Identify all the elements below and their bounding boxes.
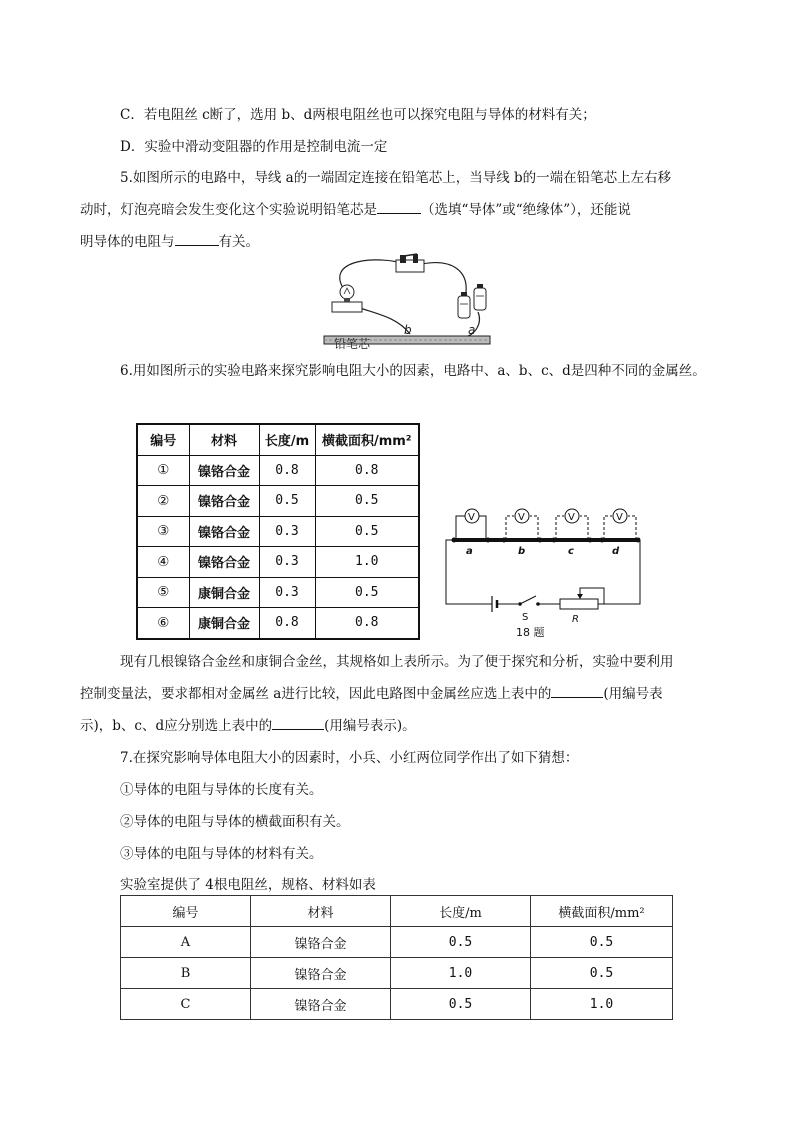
wire-label-a: a <box>466 546 473 557</box>
q5-line3-tail: 有关。 <box>218 234 259 250</box>
cell-id: ⑤ <box>137 577 189 608</box>
cell-area: 0.8 <box>315 608 419 639</box>
cell-material: 镍铬合金 <box>189 486 259 517</box>
q6-text2 <box>80 682 663 702</box>
voltmeter-label: V <box>568 512 575 523</box>
cell-length: 0.3 <box>259 547 315 578</box>
q6-text3-tail: (用编号表示)。 <box>324 718 416 734</box>
header-id: 编号 <box>121 896 251 927</box>
pencil-lead-label: 铅笔芯 <box>334 337 371 351</box>
rheostat-label: R <box>572 614 579 625</box>
cell-material: 镍铬合金 <box>189 516 259 547</box>
cell-length: 0.5 <box>391 927 531 958</box>
header-area: 横截面积/mm² <box>531 896 673 927</box>
cell-length: 0.5 <box>391 989 531 1020</box>
cell-area: 1.0 <box>531 989 673 1020</box>
wire-b-label: b <box>404 323 412 337</box>
cell-id: ② <box>137 486 189 517</box>
q6-text2-main: 控制变量法，要求都相对金属丝 a进行比较，因此电路图中金属丝应选上表中的 <box>80 686 552 702</box>
q6-circuit-diagram <box>440 500 650 642</box>
wire-label-b: b <box>518 546 526 557</box>
q6-text3 <box>80 714 416 734</box>
cell-area: 0.5 <box>315 516 419 547</box>
q6-wire-table <box>136 423 420 640</box>
table-row <box>137 547 419 578</box>
cell-material: 康铜合金 <box>189 608 259 639</box>
q5-line1: 5.如图所示的电路中，导线 a的一端固定连接在铅笔芯上，当导线 b的一端在铅笔芯上左右移 <box>120 170 672 186</box>
q6-blank-1[interactable] <box>551 685 603 698</box>
cell-material: 康铜合金 <box>189 577 259 608</box>
cell-id: B <box>121 958 251 989</box>
q5-line2-tail: （选填“导体”或“绝缘体”），还能说 <box>421 202 631 218</box>
q5-blank-2[interactable] <box>175 233 219 246</box>
cell-length: 0.8 <box>259 455 315 486</box>
cell-material: 镍铬合金 <box>251 958 391 989</box>
cell-length: 0.3 <box>259 577 315 608</box>
table-row <box>121 958 673 989</box>
voltmeter-label: V <box>518 512 525 523</box>
q7-guess-1: ①导体的电阻与导体的长度有关。 <box>120 782 323 798</box>
table-row <box>137 608 419 639</box>
q6-text2-tail: (用编号表 <box>603 686 663 702</box>
cell-area: 0.5 <box>315 486 419 517</box>
cell-length: 0.5 <box>259 486 315 517</box>
q5-line2 <box>80 198 631 218</box>
q6-intro-text: 6.用如图所示的实验电路来探究影响电阻大小的因素，电路中、a、b、c、d是四种不同的金属丝。 <box>120 363 706 379</box>
header-length: 长度/m <box>391 896 531 927</box>
q5-line3-text: 明导体的电阻与 <box>80 234 175 250</box>
q5-line2-text: 动时，灯泡亮暗会发生变化这个实验说明铅笔芯是 <box>80 202 377 218</box>
voltmeter-label: V <box>468 512 475 523</box>
option-c: C．若电阻丝 c断了，选用 b、d两根电阻丝也可以探究电阻与导体的材料有关； <box>120 107 596 123</box>
q5-line3 <box>80 230 259 250</box>
cell-area: 0.5 <box>531 958 673 989</box>
q5-blank-1[interactable] <box>377 201 421 214</box>
cell-id: ⑥ <box>137 608 189 639</box>
table-row <box>121 989 673 1020</box>
cell-length: 1.0 <box>391 958 531 989</box>
cell-material: 镍铬合金 <box>189 547 259 578</box>
q7-intro: 7.在探究影响导体电阻大小的因素时，小兵、小红两位同学作出了如下猜想： <box>120 750 579 766</box>
cell-length: 0.3 <box>259 516 315 547</box>
cell-id: C <box>121 989 251 1020</box>
cell-id: ④ <box>137 547 189 578</box>
option-d: D．实验中滑动变阻器的作用是控制电流一定 <box>120 139 388 155</box>
cell-id: ③ <box>137 516 189 547</box>
q6-text1: 现有几根镍铬合金丝和康铜合金丝，其规格如上表所示。为了便于探究和分析，实验中要利用 <box>120 654 674 670</box>
table-row <box>137 486 419 517</box>
wire-label-d: d <box>612 546 620 557</box>
header-material: 材料 <box>251 896 391 927</box>
table-header-row <box>121 896 673 927</box>
cell-area: 0.5 <box>531 927 673 958</box>
q5-pencil-circuit-figure <box>318 252 500 352</box>
q6-intro <box>80 356 720 387</box>
q6-blank-2[interactable] <box>272 717 324 730</box>
wire-a-label: a <box>468 323 476 337</box>
q7-lab-text: 实验室提供了 4根电阻丝，规格、材料如表 <box>120 877 376 893</box>
cell-area: 0.5 <box>315 577 419 608</box>
q6-text3-main: 示)，b、c、d应分别选上表中的 <box>80 718 273 734</box>
figure-caption: 18 题 <box>516 626 545 639</box>
table-row <box>137 516 419 547</box>
header-area: 横截面积/mm² <box>315 424 419 455</box>
q7-guess-2: ②导体的电阻与导体的横截面积有关。 <box>120 814 350 830</box>
table-row <box>137 577 419 608</box>
header-length: 长度/m <box>259 424 315 455</box>
cell-area: 0.8 <box>315 455 419 486</box>
cell-area: 1.0 <box>315 547 419 578</box>
cell-material: 镍铬合金 <box>189 455 259 486</box>
header-material: 材料 <box>189 424 259 455</box>
q7-wire-table <box>120 895 673 1020</box>
q7-guess-3: ③导体的电阻与导体的材料有关。 <box>120 846 323 862</box>
cell-material: 镍铬合金 <box>251 989 391 1020</box>
cell-length: 0.8 <box>259 608 315 639</box>
wire-label-c: c <box>568 546 574 557</box>
table-row <box>137 455 419 486</box>
voltmeter-label: V <box>616 512 623 523</box>
switch-label: S <box>522 612 529 623</box>
table-row <box>121 927 673 958</box>
header-id: 编号 <box>137 424 189 455</box>
table-header-row <box>137 424 419 455</box>
cell-material: 镍铬合金 <box>251 927 391 958</box>
cell-id: A <box>121 927 251 958</box>
cell-id: ① <box>137 455 189 486</box>
